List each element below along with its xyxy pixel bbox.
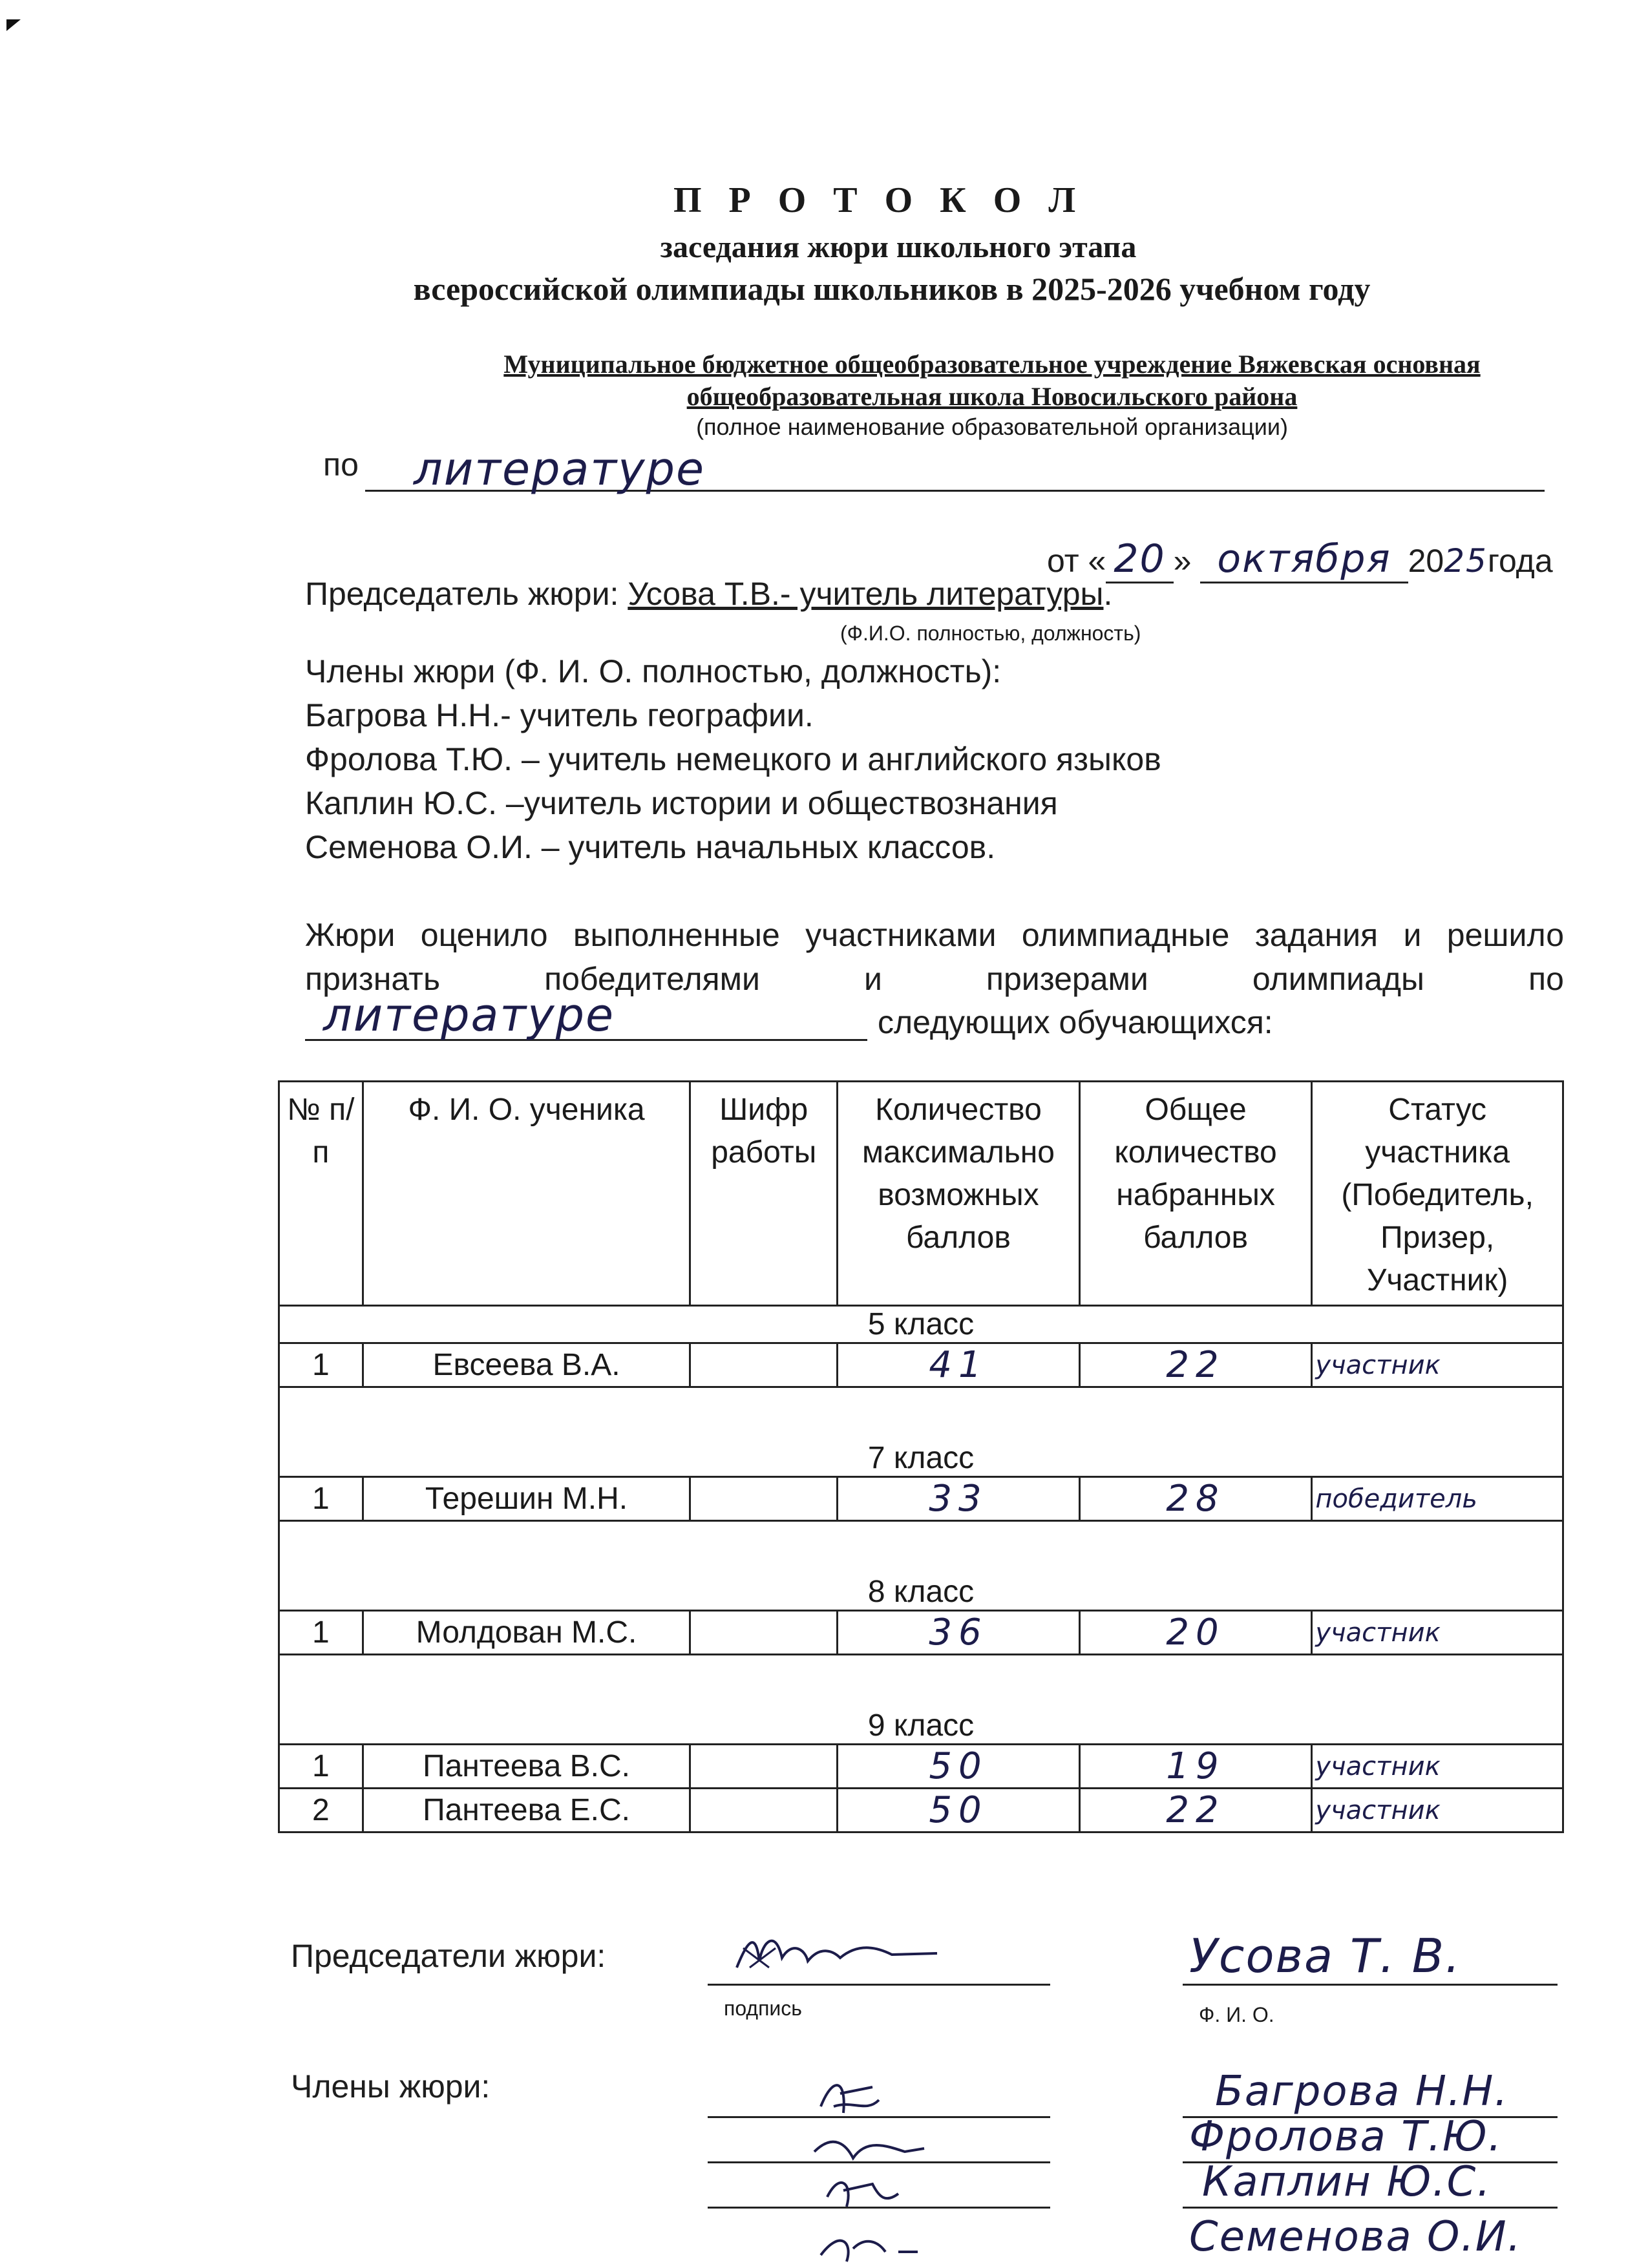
member-fio-handwritten-1: Багрова Н.Н.: [1215, 2068, 1509, 2116]
chair-dot: .: [1103, 576, 1113, 612]
chair-line: [305, 575, 1112, 613]
row-student-name: Молдован М.С.: [363, 1611, 690, 1655]
chair-signature: [730, 1922, 976, 1987]
row-total-score: 20: [1079, 1611, 1312, 1655]
chairs-label: Председатели жюри:: [291, 1938, 606, 1974]
document-subtitle-line-2: всероссийской олимпиады школьников в 2025-2026 учебном году: [413, 271, 1371, 307]
row-total-score: 22: [1079, 1789, 1312, 1832]
section-row: [279, 1521, 1563, 1611]
date-mid: »: [1173, 543, 1192, 579]
member-3: Каплин Ю.С. –учитель истории и обществознания: [305, 785, 1058, 821]
row-total-score: 28: [1079, 1477, 1312, 1521]
header-work-code: Шифр работы: [690, 1082, 838, 1306]
header-student-name: Ф. И. О. ученика: [363, 1082, 690, 1306]
date-year-handwritten: 25: [1444, 542, 1488, 580]
chair-fio-handwritten: Усова Т. В.: [1189, 1929, 1461, 1983]
chair-label: Председатель жюри:: [305, 576, 619, 612]
row-number: 1: [279, 1611, 363, 1655]
table-row: [279, 1611, 1563, 1655]
members-label: Члены жюри (Ф. И. О. полностью, должность):: [305, 653, 1002, 689]
row-status: участник: [1312, 1343, 1563, 1387]
table-row: [279, 1343, 1563, 1387]
header-max-score: Количество максимально возможных баллов: [838, 1082, 1080, 1306]
subject-handwritten: литературе: [414, 443, 706, 496]
table-row: [279, 1745, 1563, 1789]
chair-note: (Ф.И.О. полностью, должность): [840, 622, 1141, 645]
row-work-code: [690, 1611, 838, 1655]
row-max-score: 50: [838, 1745, 1080, 1789]
organization-name-note: (полное наименование образовательной организации): [696, 414, 1288, 440]
row-number: 2: [279, 1789, 363, 1832]
member-4: Семенова О.И. – учитель начальных классов.: [305, 829, 996, 865]
member-fio-handwritten-2: Фролова Т.Ю.: [1189, 2113, 1503, 2161]
table-header-row: [279, 1082, 1563, 1306]
decision-word: и: [863, 961, 882, 997]
decision-word: признать: [305, 961, 441, 997]
member-signatures: [808, 2068, 937, 2268]
row-student-name: Евсеева В.А.: [363, 1343, 690, 1387]
row-student-name: Пантеева Е.С.: [363, 1789, 690, 1832]
row-max-score: 36: [838, 1611, 1080, 1655]
member-fio-handwritten-3: Каплин Ю.С.: [1202, 2158, 1492, 2206]
section-row: [279, 1387, 1563, 1477]
decision-word: по: [1528, 961, 1564, 997]
row-status: участник: [1312, 1745, 1563, 1789]
results-table: [278, 1080, 1564, 1833]
chair-fio-line: [1183, 1984, 1558, 1986]
row-work-code: [690, 1477, 838, 1521]
header-total-score: Общее количество набранных баллов: [1079, 1082, 1312, 1306]
decision-line-3-suffix: следующих обучающихся:: [878, 1004, 1273, 1040]
member-fio-handwritten-4: Семенова О.И.: [1189, 2213, 1522, 2261]
subject-prefix: по: [323, 446, 359, 483]
section-label: 5 класс: [279, 1306, 1563, 1343]
signature-caption: подпись: [724, 1997, 802, 2020]
row-total-score: 19: [1079, 1745, 1312, 1789]
fio-caption: Ф. И. О.: [1199, 2003, 1274, 2026]
row-max-score: 50: [838, 1789, 1080, 1832]
decision-word: призерами: [986, 961, 1148, 997]
members-signature-label: Члены жюри:: [291, 2068, 491, 2105]
decision-subject-handwritten: литературе: [323, 989, 615, 1042]
table-row: [279, 1477, 1563, 1521]
date-day: 20: [1106, 536, 1173, 583]
row-work-code: [690, 1343, 838, 1387]
section-row: [279, 1306, 1563, 1343]
member-2: Фролова Т.Ю. – учитель немецкого и английского языков: [305, 741, 1161, 777]
date-month: октября: [1200, 536, 1408, 583]
decision-word: олимпиады: [1252, 961, 1424, 997]
row-max-score: 33: [838, 1477, 1080, 1521]
member-fio-line-3: [1183, 2207, 1558, 2209]
date-prefix: от «: [1047, 543, 1106, 579]
row-number: 1: [279, 1745, 363, 1789]
scan-corner-mark: [6, 19, 21, 31]
section-label: 8 класс: [279, 1521, 1563, 1611]
date-year-prefix: 20: [1408, 543, 1444, 579]
row-student-name: Пантеева В.С.: [363, 1745, 690, 1789]
organization-name-line-1: Муниципальное бюджетное общеобразовательное учреждение Вяжевская основная: [503, 350, 1481, 379]
row-total-score: 22: [1079, 1343, 1312, 1387]
row-number: 1: [279, 1343, 363, 1387]
organization-name-line-2: общеобразовательная школа Новосильского района: [686, 382, 1298, 411]
section-label: 7 класс: [279, 1387, 1563, 1477]
document-subtitle-line-1: заседания жюри школьного этапа: [660, 230, 1137, 264]
date-line: [1047, 536, 1553, 582]
section-label: 9 класс: [279, 1655, 1563, 1745]
section-row: [279, 1655, 1563, 1745]
row-work-code: [690, 1789, 838, 1832]
row-status: участник: [1312, 1789, 1563, 1832]
document-title: П Р О Т О К О Л: [673, 180, 1085, 220]
chair-value: Усова Т.В.- учитель литературы: [628, 576, 1104, 612]
row-work-code: [690, 1745, 838, 1789]
member-1: Багрова Н.Н.- учитель географии.: [305, 697, 814, 733]
row-status: участник: [1312, 1611, 1563, 1655]
decision-line-1: Жюри оценило выполненные участниками олимпиадные задания и решило: [305, 917, 1564, 953]
header-number: № п/п: [279, 1082, 363, 1306]
row-status: победитель: [1312, 1477, 1563, 1521]
table-row: [279, 1789, 1563, 1832]
header-status: Статус участника (Победитель, Призер, Участник): [1312, 1082, 1563, 1306]
row-student-name: Терешин М.Н.: [363, 1477, 690, 1521]
row-number: 1: [279, 1477, 363, 1521]
decision-word: победителями: [544, 961, 760, 997]
date-suffix: года: [1487, 543, 1553, 579]
row-max-score: 41: [838, 1343, 1080, 1387]
